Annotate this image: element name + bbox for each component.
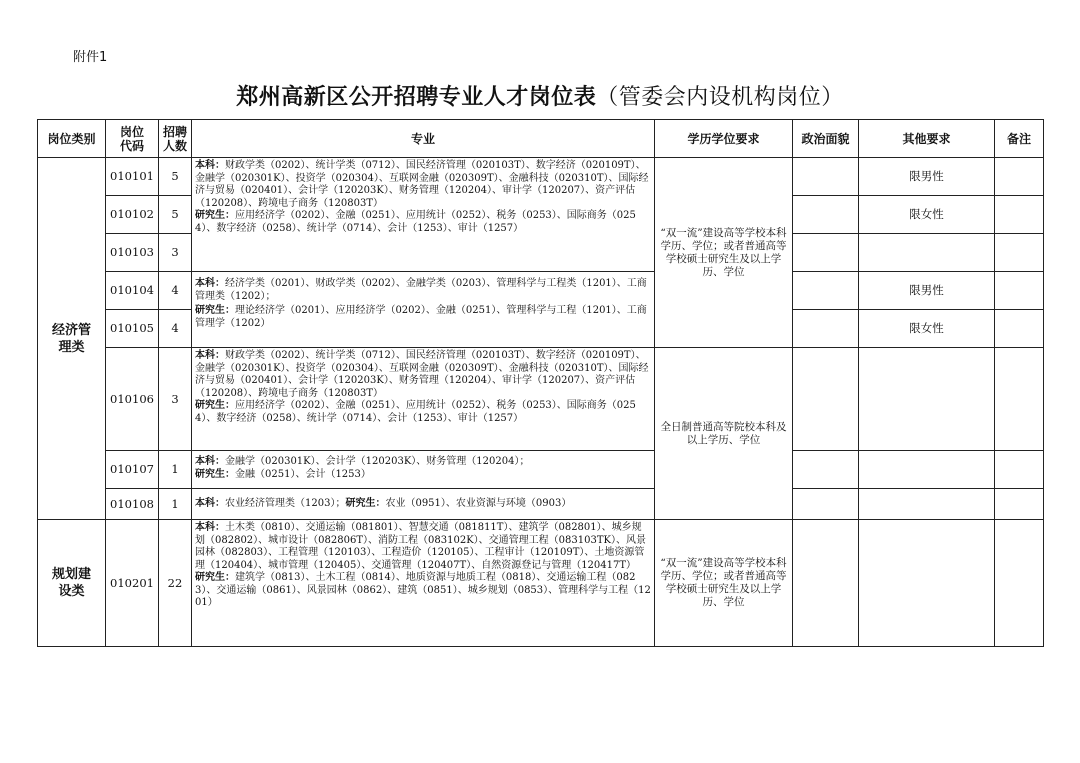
note-cell — [995, 520, 1044, 647]
other-cell — [859, 451, 995, 489]
code-cell: 010201 — [106, 520, 159, 647]
count-cell: 4 — [159, 310, 192, 348]
politics-cell — [793, 489, 859, 520]
table-row — [38, 158, 1044, 196]
attachment-label: 附件1 — [73, 50, 108, 65]
count-cell: 5 — [159, 196, 192, 234]
major-cell-row6: 本科：财政学类（0202）、统计学类（0712）、国民经济管理（020103T）、数字经济（020109T）、金融学（020301K）、投资学（020304）、互联网金融（020309T）、金融科技（020310T）、国际经济与贸易（020401）、会计学（120203K）、财务管理（120204）、审计学（120207）、资产评估（120208）、跨境电子商务（120803T） 研究生：应用经济学（0202）、金融（0251）、应用统计（0252）、税务（0253）、国际商务（0254）、数字经济（0258）、统计学（0714）、会计（1253）、审计（1257） — [192, 348, 655, 451]
page-title — [0, 80, 1080, 111]
header-row — [38, 120, 1044, 158]
politics-cell — [793, 234, 859, 272]
category-plan: 规划建设类 — [38, 520, 106, 647]
politics-cell — [793, 451, 859, 489]
code-cell: 010108 — [106, 489, 159, 520]
count-cell: 1 — [159, 489, 192, 520]
table-row — [38, 451, 1044, 489]
politics-cell — [793, 196, 859, 234]
other-cell: 限男性 — [859, 272, 995, 310]
other-cell — [859, 520, 995, 647]
code-cell: 010101 — [106, 158, 159, 196]
count-cell: 3 — [159, 234, 192, 272]
header-count: 招聘人数 — [159, 120, 192, 158]
note-cell — [995, 272, 1044, 310]
major-cell-group1: 本科：财政学类（0202）、统计学类（0712）、国民经济管理（020103T）、数字经济（020109T）、金融学（020301K）、投资学（020304）、互联网金融（020309T）、金融科技（020310T）、国际经济与贸易（020401）、会计学（120203K）、财务管理（120204）、审计学（120207）、资产评估（120208）、跨境电子商务（120803T） 研究生：应用经济学（0202）、金融（0251）、应用统计（0252）、税务（0253）、国际商务（0254）、数字经济（0258）、统计学（0714）、会计（1253）、审计（1257） — [192, 158, 655, 272]
politics-cell — [793, 348, 859, 451]
politics-cell — [793, 310, 859, 348]
other-cell: 限男性 — [859, 158, 995, 196]
major-cell-row8: 本科：农业经济管理类（1203）；研究生：农业（0951）、农业资源与环境（0903） — [192, 489, 655, 520]
header-code: 岗位代码 — [106, 120, 159, 158]
header-note: 备注 — [995, 120, 1044, 158]
table-row — [38, 272, 1044, 310]
title-main: 郑州高新区公开招聘专业人才岗位表 — [236, 84, 597, 110]
education-cell-1: “双一流”建设高等学校本科学历、学位；或者普通高等学校硕士研究生及以上学历、学位 — [655, 158, 793, 348]
code-cell: 010106 — [106, 348, 159, 451]
education-cell-2: 全日制普通高等院校本科及以上学历、学位 — [655, 348, 793, 520]
major-cell-row9: 本科：土木类（0810）、交通运输（081801）、智慧交通（081811T）、建筑学（082801）、城乡规划（082802）、城市设计（082806T）、消防工程（083102K）、交通管理工程（083103TK）、风景园林（082803）、工程管理（120103）、工程造价（120105）、工程审计（120109T）、土地资源管理（120404）、城市管理（120405）、交通管理（120407T）、自然资源登记与管理（120417T） 研究生：建筑学（0813）、土木工程（0814）、地质资源与地质工程（0818）、交通运输工程（0823）、交通运输（0861）、风景园林（0862）、建筑（0851）、城乡规划（0853）、管理科学与工程（1201） — [192, 520, 655, 647]
header-major: 专业 — [192, 120, 655, 158]
other-cell — [859, 489, 995, 520]
category-econ: 经济管理类 — [38, 158, 106, 520]
code-cell: 010102 — [106, 196, 159, 234]
other-cell — [859, 234, 995, 272]
major-cell-row7: 本科：金融学（020301K）、会计学（120203K）、财务管理（120204）； 研究生：金融（0251）、会计（1253） — [192, 451, 655, 489]
code-cell: 010104 — [106, 272, 159, 310]
note-cell — [995, 348, 1044, 451]
positions-table — [37, 119, 1044, 647]
other-cell: 限女性 — [859, 196, 995, 234]
politics-cell — [793, 272, 859, 310]
count-cell: 4 — [159, 272, 192, 310]
count-cell: 5 — [159, 158, 192, 196]
politics-cell — [793, 520, 859, 647]
header-politics: 政治面貌 — [793, 120, 859, 158]
code-cell: 010103 — [106, 234, 159, 272]
note-cell — [995, 310, 1044, 348]
count-cell: 1 — [159, 451, 192, 489]
note-cell — [995, 234, 1044, 272]
politics-cell — [793, 158, 859, 196]
header-category: 岗位类别 — [38, 120, 106, 158]
table-row — [38, 520, 1044, 647]
code-cell: 010105 — [106, 310, 159, 348]
code-cell: 010107 — [106, 451, 159, 489]
note-cell — [995, 451, 1044, 489]
header-education: 学历学位要求 — [655, 120, 793, 158]
note-cell — [995, 196, 1044, 234]
note-cell — [995, 489, 1044, 520]
note-cell — [995, 158, 1044, 196]
table-row — [38, 489, 1044, 520]
title-sub: （管委会内设机构岗位） — [596, 85, 844, 110]
count-cell: 22 — [159, 520, 192, 647]
other-cell: 限女性 — [859, 310, 995, 348]
table-row — [38, 348, 1044, 451]
education-cell-3: “双一流”建设高等学校本科学历、学位；或者普通高等学校硕士研究生及以上学历、学位 — [655, 520, 793, 647]
major-cell-group2: 本科：经济学类（0201）、财政学类（0202）、金融学类（0203）、管理科学与工程类（1201）、工商管理类（1202）； 研究生：理论经济学（0201）、应用经济学（0202）、金融（0251）、管理科学与工程（1201）、工商管理学（1202） — [192, 272, 655, 348]
count-cell: 3 — [159, 348, 192, 451]
header-other: 其他要求 — [859, 120, 995, 158]
other-cell — [859, 348, 995, 451]
